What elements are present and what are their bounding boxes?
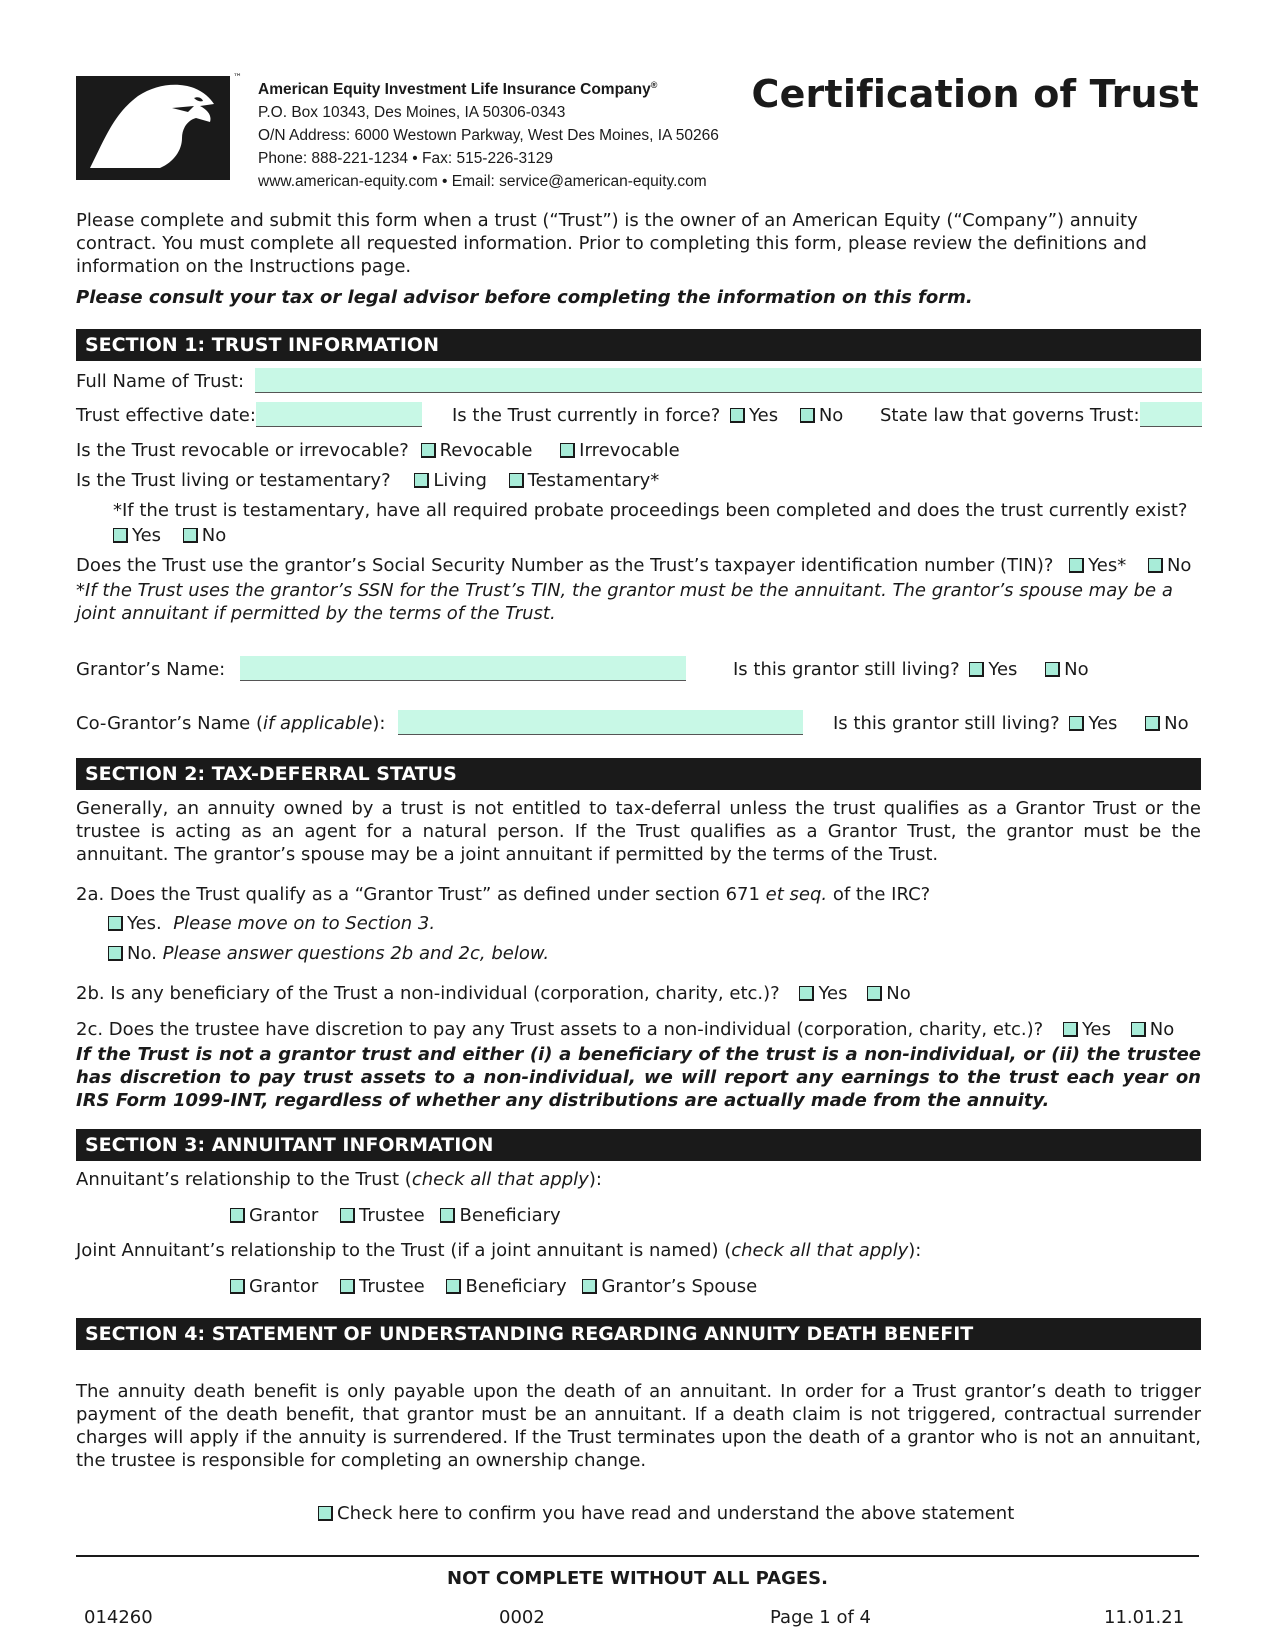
irrevocable-checkbox[interactable] (560, 443, 575, 458)
joint-trustee-checkbox[interactable] (340, 1279, 355, 1294)
cograntor-living-no-checkbox[interactable] (1145, 716, 1160, 731)
grantor-living-no-checkbox[interactable] (1045, 662, 1060, 677)
confirm-checkbox[interactable] (318, 1506, 333, 1521)
phone-fax: Phone: 888-221-1234 • Fax: 515-226-3129 (258, 150, 553, 168)
in-force-yes-checkbox[interactable] (730, 408, 745, 423)
intro-text: Please complete and submit this form when a trust (“Trust”) is the owner of an American Equity (“Company”) annuity contract. You must complete all requested information. Prior to completing this form, please review the definitions and information on the Instructions page. (76, 210, 1147, 277)
cograntor-living-question: Is this grantor still living? Yes No (833, 713, 1189, 734)
section2-header: SECTION 2: TAX-DEFERRAL STATUS (76, 758, 1201, 790)
footer-rule (76, 1555, 1199, 1557)
testamentary-checkbox[interactable] (509, 473, 524, 488)
q2b-yes-checkbox[interactable] (799, 986, 814, 1001)
form-number: 014260 (84, 1607, 153, 1628)
grantor-living-yes-checkbox[interactable] (969, 662, 984, 677)
joint-annuitant-relationship-label: Joint Annuitant’s relationship to the Trust (if a joint annuitant is named) (check all that apply): (76, 1240, 922, 1261)
page-number: Page 1 of 4 (770, 1607, 871, 1628)
grantor-living-question: Is this grantor still living? Yes No (733, 659, 1089, 680)
po-box: P.O. Box 10343, Des Moines, IA 50306-0343 (258, 104, 566, 122)
effective-date-label: Trust effective date: (76, 405, 256, 426)
full-name-label: Full Name of Trust: (76, 371, 245, 392)
section2-intro: Generally, an annuity owned by a trust is not entitled to tax-deferral unless the trust qualifies as a Grantor Trust or the trustee is acting as an agent for a natural person. If the Trust qualifies as a Grantor Trust, the grantor must be the annuitant. The grantor’s spouse may be a joint annuitant if permitted by the terms of the Trust. (76, 798, 1201, 865)
grantor-name-label: Grantor’s Name: (76, 659, 226, 680)
joint-grantors-spouse-checkbox[interactable] (582, 1279, 597, 1294)
question-2b: 2b. Is any beneficiary of the Trust a non-individual (corporation, charity, etc.)? Yes No (76, 983, 911, 1004)
tax-warning: If the Trust is not a grantor trust and either (i) a beneficiary of the trust is a non-individual, or (ii) the trustee has discretion to pay trust assets to a non-individual, we will report any earnings to the trust each year on IRS Form 1099-INT, regardless of whether any distributions are actually made from the annuity. (76, 1044, 1201, 1111)
revision-date: 11.01.21 (1104, 1607, 1185, 1628)
company-name: American Equity Investment Life Insurance Company® (258, 80, 658, 99)
eagle-head-icon (76, 76, 230, 180)
question-2c: 2c. Does the trustee have discretion to pay any Trust assets to a non-individual (corporation, charity, etc.)? Yes No (76, 1019, 1175, 1040)
annuitant-relationship-label: Annuitant’s relationship to the Trust (check all that apply): (76, 1169, 602, 1190)
cograntor-name-field[interactable] (398, 710, 803, 735)
probate-answers: Yes No (113, 525, 226, 546)
joint-grantor-checkbox[interactable] (230, 1279, 245, 1294)
trust-effective-date-field[interactable] (256, 402, 422, 427)
cograntor-name-label: Co-Grantor’s Name (if applicable): (76, 713, 386, 734)
company-info (258, 74, 719, 193)
advisory-text: Please consult your tax or legal advisor before completing the information on this form. (76, 287, 973, 308)
q2c-no-checkbox[interactable] (1131, 1022, 1146, 1037)
registered-mark: ® (650, 80, 658, 90)
confirm-option: Check here to confirm you have read and understand the above statement (318, 1503, 1014, 1524)
section4-header: SECTION 4: STATEMENT OF UNDERSTANDING REGARDING ANNUITY DEATH BENEFIT (76, 1318, 1201, 1350)
joint-annuitant-options: Grantor Trustee Beneficiary Grantor’s Spouse (230, 1276, 757, 1297)
web-email: www.american-equity.com • Email: service@american-equity.com (258, 173, 707, 191)
ssn-note: *If the Trust uses the grantor’s SSN for the Trust’s TIN, the grantor must be the annuitant. The grantor’s spouse may be a joint annuitant if permitted by the terms of the Trust. (76, 580, 1173, 624)
joint-beneficiary-checkbox[interactable] (446, 1279, 461, 1294)
document-title: Certification of Trust (751, 72, 1199, 116)
annuitant-grantor-checkbox[interactable] (230, 1208, 245, 1223)
q2b-no-checkbox[interactable] (867, 986, 882, 1001)
trademark-symbol: ™ (233, 73, 242, 83)
section3-header: SECTION 3: ANNUITANT INFORMATION (76, 1129, 1201, 1161)
q2c-yes-checkbox[interactable] (1063, 1022, 1078, 1037)
company-logo (76, 76, 230, 180)
living-checkbox[interactable] (414, 473, 429, 488)
revocable-question: Is the Trust revocable or irrevocable? Revocable Irrevocable (76, 440, 680, 461)
ssn-no-checkbox[interactable] (1148, 558, 1163, 573)
q2a-yes-checkbox[interactable] (108, 916, 123, 931)
footer-notice: NOT COMPLETE WITHOUT ALL PAGES. (447, 1568, 828, 1589)
state-law-label: State law that governs Trust: (880, 405, 1140, 426)
footer-code: 0002 (499, 1607, 545, 1628)
revocable-checkbox[interactable] (421, 443, 436, 458)
living-question: Is the Trust living or testamentary? Living Testamentary* (76, 470, 660, 491)
full-name-of-trust-field[interactable] (255, 368, 1202, 393)
grantor-name-field[interactable] (240, 656, 686, 681)
in-force-no-checkbox[interactable] (800, 408, 815, 423)
q2a-no-checkbox[interactable] (108, 946, 123, 961)
state-law-field[interactable] (1140, 402, 1202, 427)
probate-yes-checkbox[interactable] (113, 528, 128, 543)
question-2a: 2a. Does the Trust qualify as a “Grantor Trust” as defined under section 671 et seq. of the IRC? (76, 884, 931, 905)
annuitant-options: Grantor Trustee Beneficiary (230, 1205, 561, 1226)
section1-header: SECTION 1: TRUST INFORMATION (76, 329, 1201, 361)
on-address: O/N Address: 6000 Westown Parkway, West Des Moines, IA 50266 (258, 127, 719, 145)
probate-question: *If the trust is testamentary, have all required probate proceedings been completed and does the trust currently exist? (113, 500, 1188, 521)
q2a-no-option: No. Please answer questions 2b and 2c, below. (108, 943, 549, 964)
section4-statement: The annuity death benefit is only payable upon the death of an annuitant. In order for a Trust grantor’s death to trigger payment of the death benefit, that grantor must be an annuitant. If a death claim is not triggered, contractual surrender charges will apply if the annuity is surrendered. If the Trust terminates upon the death of a grantor who is not an annuitant, the trustee is responsible for completing an ownership change. (76, 1381, 1201, 1471)
in-force-question: Is the Trust currently in force? Yes No (452, 405, 844, 426)
cograntor-living-yes-checkbox[interactable] (1069, 716, 1084, 731)
annuitant-trustee-checkbox[interactable] (340, 1208, 355, 1223)
probate-no-checkbox[interactable] (183, 528, 198, 543)
q2a-yes-option: Yes. Please move on to Section 3. (108, 913, 435, 934)
annuitant-beneficiary-checkbox[interactable] (440, 1208, 455, 1223)
ssn-yes-checkbox[interactable] (1069, 558, 1084, 573)
ssn-question: Does the Trust use the grantor’s Social Security Number as the Trust’s taxpayer identification number (TIN)? Yes* No (76, 555, 1192, 576)
